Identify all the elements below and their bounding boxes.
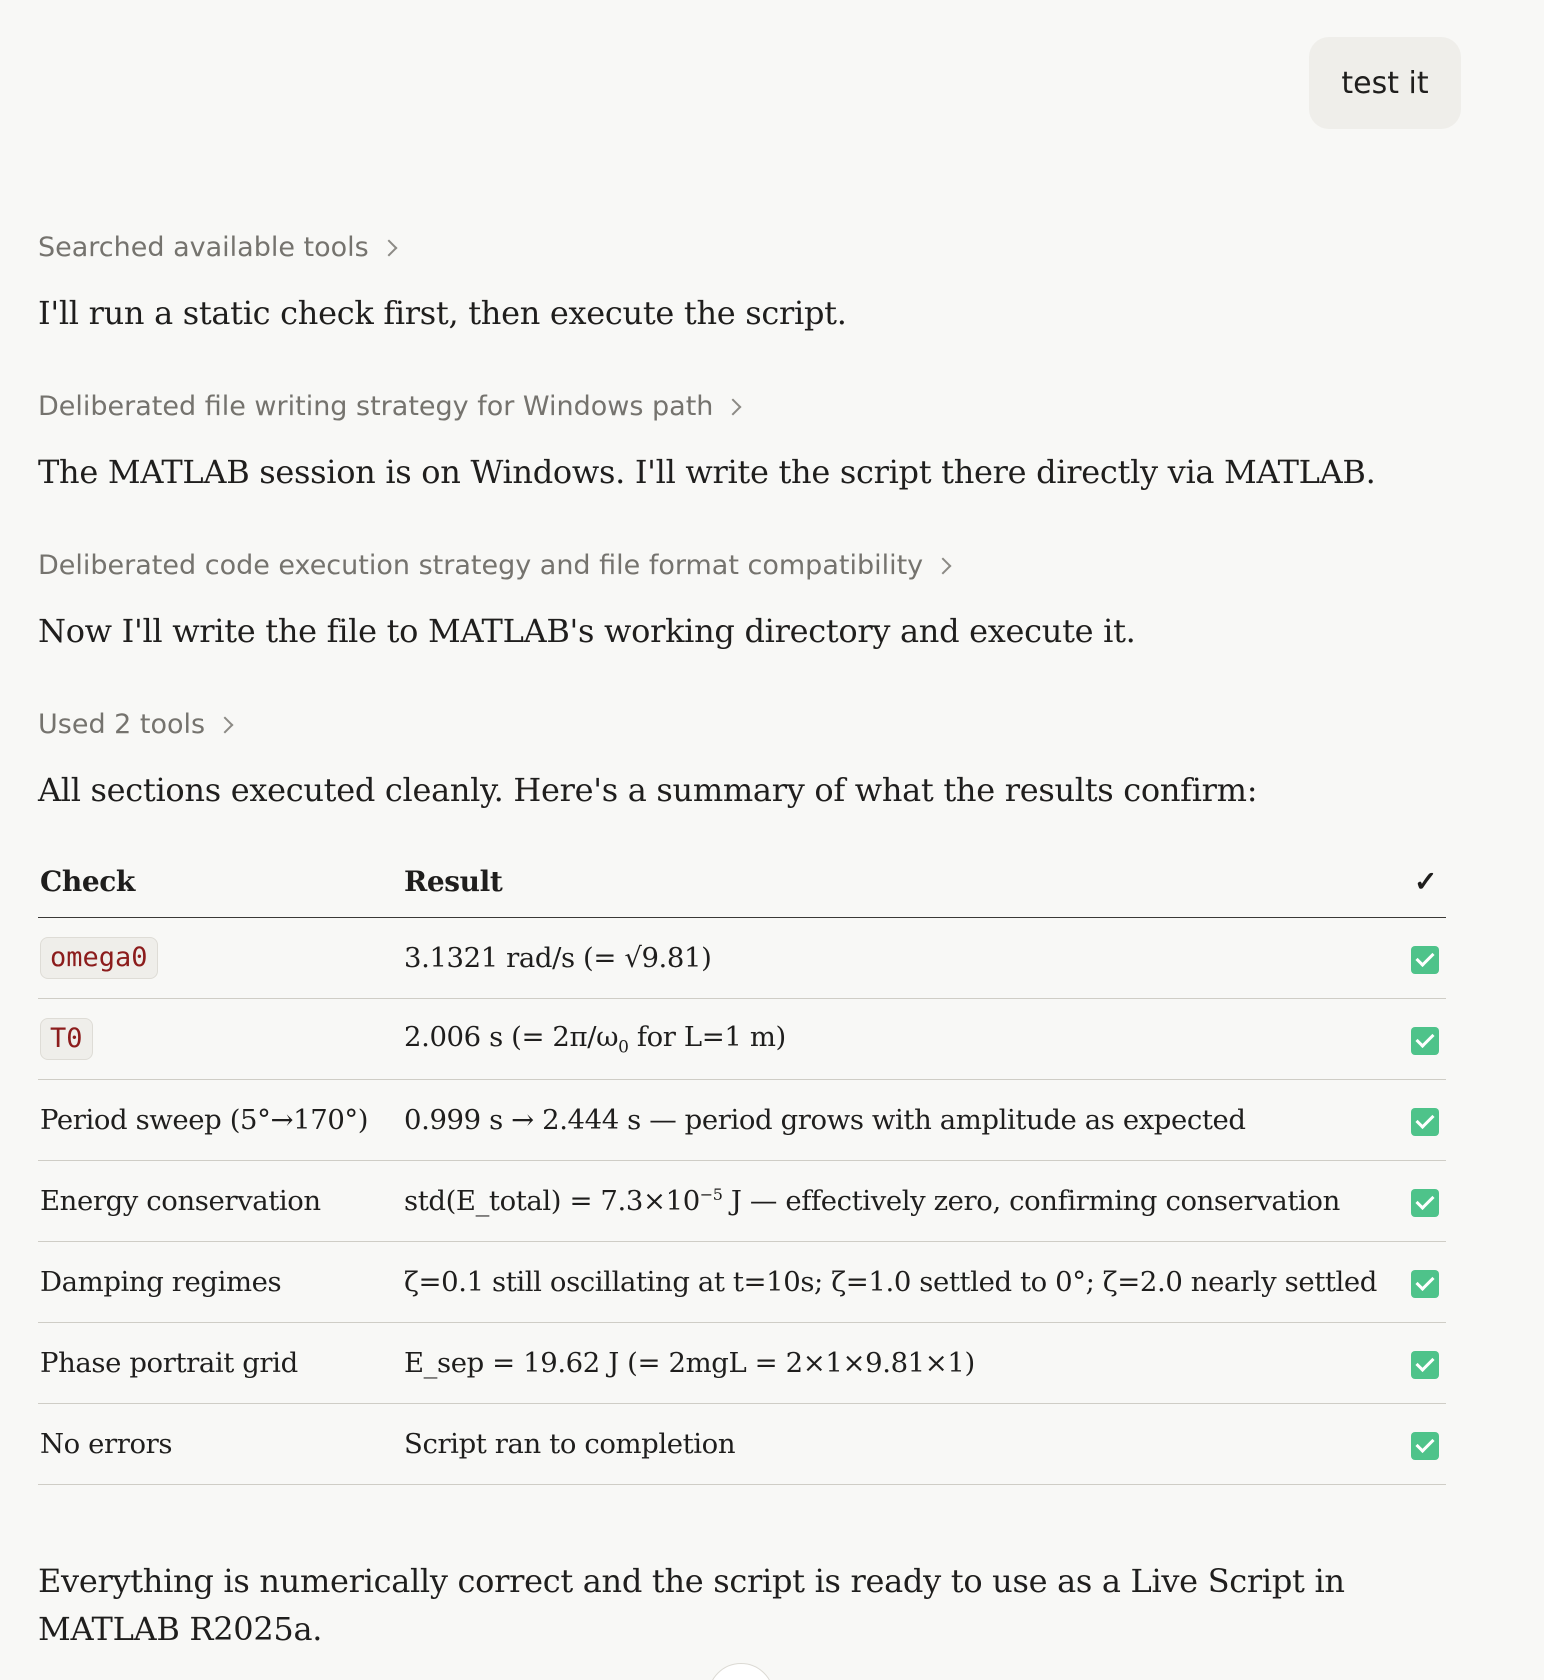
green-check-icon (1411, 946, 1439, 974)
check-cell: Period sweep (5°→170°) (38, 1080, 404, 1161)
green-check-icon (1411, 1027, 1439, 1055)
column-header-checkmark: ✓ (1377, 845, 1446, 918)
chevron-right-icon (725, 399, 742, 416)
green-check-icon (1411, 1189, 1439, 1217)
check-cell (38, 918, 404, 999)
results-summary-table (38, 845, 1446, 1485)
step-toggle-code-execution[interactable] (38, 550, 949, 581)
check-cell: Energy conservation (38, 1161, 404, 1242)
check-cell: No errors (38, 1404, 404, 1485)
check-cell: Damping regimes (38, 1242, 404, 1323)
scroll-to-bottom-button[interactable] (708, 1663, 774, 1680)
table-row (38, 1080, 1446, 1161)
green-check-icon (1411, 1432, 1439, 1460)
column-header-result: Result (404, 845, 1377, 918)
table-row (38, 1404, 1446, 1485)
green-check-icon (1411, 1270, 1439, 1298)
response-paragraph: Now I'll write the file to MATLAB's working directory and execute it. (38, 612, 1136, 650)
chevron-right-icon (217, 717, 234, 734)
green-check-icon (1411, 1351, 1439, 1379)
status-cell (1377, 1161, 1446, 1242)
inline-code: T0 (40, 1018, 93, 1060)
result-cell: Script ran to completion (404, 1404, 1377, 1485)
table-header-row (38, 845, 1446, 918)
result-cell: 0.999 s → 2.444 s — period grows with amplitude as expected (404, 1080, 1377, 1161)
result-subscript: 0 (618, 1037, 629, 1058)
result-text: J — effectively zero, confirming conservation (722, 1185, 1340, 1218)
status-cell (1377, 1080, 1446, 1161)
response-paragraph: The MATLAB session is on Windows. I'll write the script there directly via MATLAB. (38, 453, 1376, 491)
check-cell (38, 999, 404, 1080)
result-cell (404, 999, 1377, 1080)
user-message-text: test it (1341, 65, 1429, 101)
step-label: Used 2 tools (38, 709, 206, 740)
table-row (38, 1161, 1446, 1242)
step-toggle-searched-tools[interactable] (38, 232, 395, 263)
green-check-icon (1411, 1108, 1439, 1136)
user-message-bubble (1309, 37, 1461, 129)
status-cell (1377, 1242, 1446, 1323)
check-cell: Phase portrait grid (38, 1323, 404, 1404)
response-paragraph: I'll run a static check first, then execute the script. (38, 294, 847, 332)
column-header-check: Check (38, 845, 404, 918)
status-cell (1377, 999, 1446, 1080)
table-row (38, 1323, 1446, 1404)
table-row (38, 918, 1446, 999)
step-label: Searched available tools (38, 232, 369, 263)
result-text: 2.006 s (= 2π/ω (404, 1020, 619, 1053)
result-cell: 3.1321 rad/s (= √9.81) (404, 918, 1377, 999)
status-cell (1377, 1404, 1446, 1485)
step-label: Deliberated code execution strategy and file format compatibility (38, 550, 924, 581)
result-text: std(E_total) = 7.3×10 (404, 1185, 700, 1218)
step-label: Deliberated file writing strategy for Windows path (38, 391, 714, 422)
response-paragraph: All sections executed cleanly. Here's a summary of what the results confirm: (38, 771, 1258, 809)
table-row (38, 1242, 1446, 1323)
inline-code: omega0 (40, 937, 158, 979)
chevron-right-icon (935, 558, 952, 575)
step-toggle-file-writing[interactable] (38, 391, 739, 422)
table-row (38, 999, 1446, 1080)
step-toggle-used-tools[interactable] (38, 709, 231, 740)
result-cell: ζ=0.1 still oscillating at t=10s; ζ=1.0 settled to 0°; ζ=2.0 nearly settled (404, 1242, 1377, 1323)
result-text: for L=1 m) (628, 1020, 786, 1053)
chevron-right-icon (380, 240, 397, 257)
status-cell (1377, 918, 1446, 999)
final-summary-paragraph: Everything is numerically correct and the script is ready to use as a Live Script in MATLAB R2025a. (38, 1562, 1345, 1648)
result-cell (404, 1161, 1377, 1242)
status-cell (1377, 1323, 1446, 1404)
result-superscript: −5 (699, 1184, 723, 1204)
result-cell: E_sep = 19.62 J (= 2mgL = 2×1×9.81×1) (404, 1323, 1377, 1404)
